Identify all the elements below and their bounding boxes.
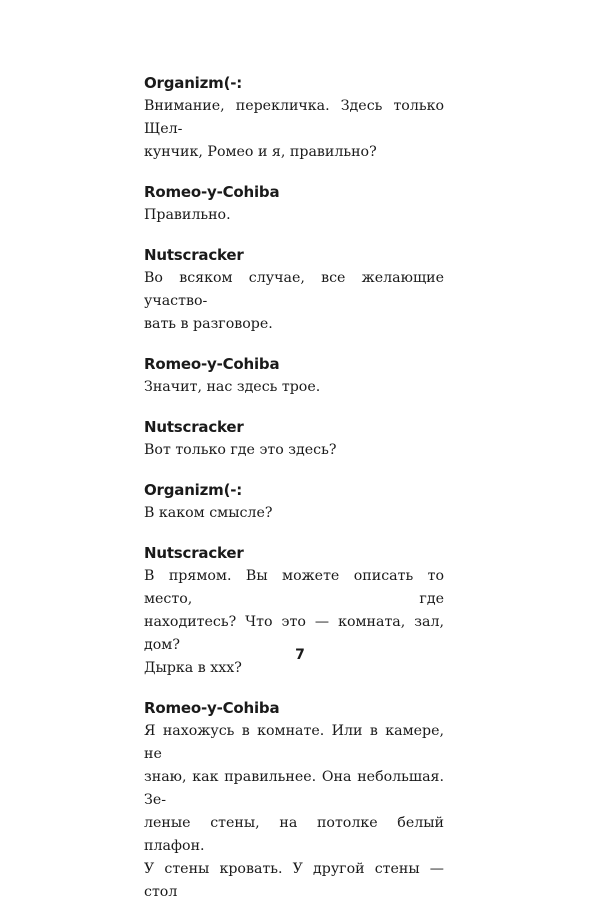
dialogue-line: кунчик, Ромео и я, правильно? bbox=[144, 144, 377, 160]
dialogue-line: Значит, нас здесь трое. bbox=[144, 379, 321, 395]
dialogue-line: У стены кровать. У другой стены — стол bbox=[144, 861, 444, 900]
dialogue-line: Я нахожусь в комнате. Или в камере, не bbox=[144, 723, 444, 762]
speaker-name: Romeo-y-Cohiba bbox=[144, 699, 280, 717]
dialogue-entry bbox=[144, 697, 444, 904]
page-number: 7 bbox=[295, 647, 305, 663]
speaker-name: Organizm(-: bbox=[144, 481, 243, 499]
dialogue-line: Вот только где это здесь? bbox=[144, 442, 337, 458]
dialogue-line: находитесь? Что это — комната, зал, дом? bbox=[144, 614, 444, 653]
dialogue-line: Дырка в ххх? bbox=[144, 660, 242, 676]
dialogue-line: В прямом. Вы можете описать то место, где bbox=[144, 568, 444, 607]
speaker-name: Romeo-y-Cohiba bbox=[144, 355, 280, 373]
dialogue-entry bbox=[144, 353, 444, 399]
dialogue-text bbox=[144, 72, 444, 921]
dialogue-line: знаю, как правильнее. Она небольшая. Зе- bbox=[144, 769, 444, 808]
dialogue-entry bbox=[144, 181, 444, 227]
dialogue-line: вать в разговоре. bbox=[144, 316, 273, 332]
speaker-name: Nutscracker bbox=[144, 418, 244, 436]
speaker-name: Nutscracker bbox=[144, 246, 244, 264]
dialogue-entry bbox=[144, 72, 444, 164]
dialogue-entry bbox=[144, 479, 444, 525]
dialogue-line: леные стены, на потолке белый плафон. bbox=[144, 815, 444, 854]
dialogue-line: Внимание, перекличка. Здесь только Щел- bbox=[144, 98, 444, 137]
speaker-name: Nutscracker bbox=[144, 544, 244, 562]
dialogue-line: Правильно. bbox=[144, 207, 231, 223]
dialogue-entry bbox=[144, 416, 444, 462]
dialogue-entry bbox=[144, 244, 444, 336]
dialogue-line: Во всяком случае, все желающие участво- bbox=[144, 270, 444, 309]
dialogue-line: В каком смысле? bbox=[144, 505, 273, 521]
speaker-name: Organizm(-: bbox=[144, 74, 243, 92]
speaker-name: Romeo-y-Cohiba bbox=[144, 183, 280, 201]
